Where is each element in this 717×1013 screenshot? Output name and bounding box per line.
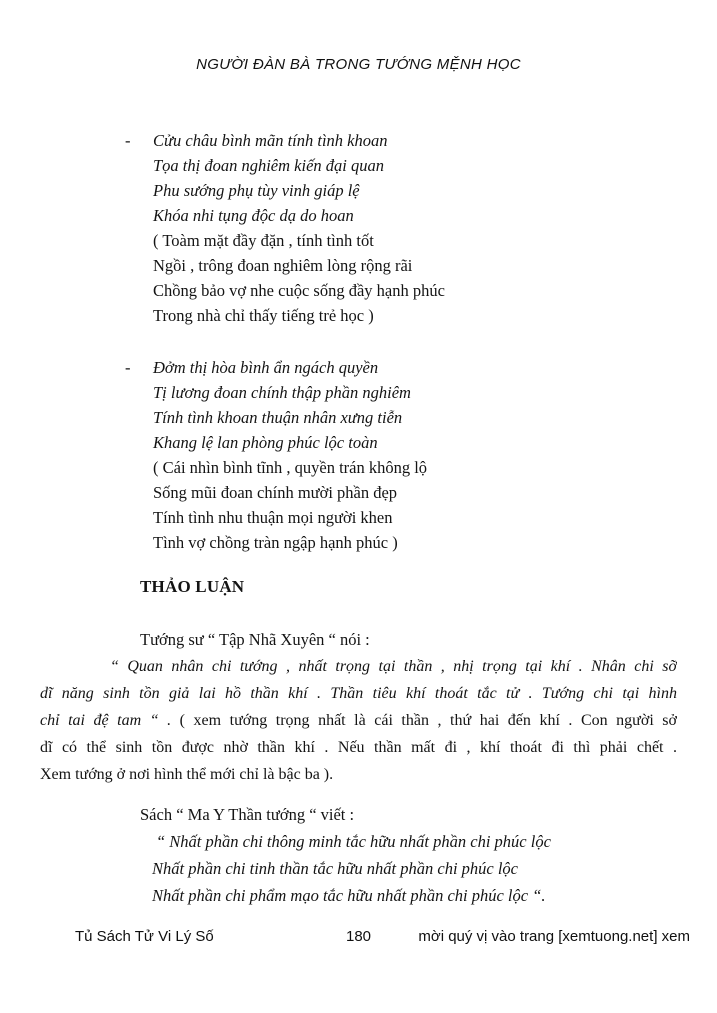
stanza-bullet: - (125, 131, 131, 150)
verse-line: Tị lương đoan chính thập phần nghiêm (153, 383, 411, 402)
translation-line: Sống mũi đoan chính mười phần đẹp (153, 483, 398, 502)
ma-y-quote-block (152, 828, 677, 909)
stanza-verse-column (153, 355, 677, 555)
page-footer (0, 928, 717, 946)
discussion-heading: THẢO LUẬN (140, 577, 245, 596)
translation-line: Tình vợ chồng tràn ngập hạnh phúc ) (153, 533, 398, 552)
poem-stanza-1 (125, 128, 677, 328)
quoted-text: dĩ năng sinh tồn giả lai hồ thần khí . Thần tiêu khí thoát tắc tử . Tướng chi tại hình (40, 685, 677, 702)
ma-y-intro: Sách “ Ma Y Thần tướng “ viết : (140, 805, 355, 824)
verse-line: Cửu châu bình mãn tính tình khoan (153, 131, 388, 150)
page-title: NGƯỜI ĐÀN BÀ TRONG TƯỚNG MỆNH HỌC (196, 56, 521, 73)
translation-line: ( Cái nhìn bình tĩnh , quyền trán không lộ (153, 458, 428, 477)
translation-line: Trong nhà chỉ thấy tiếng trẻ học ) (153, 306, 374, 325)
translation-line: ( Toàm mặt đầy đặn , tính tình tốt (153, 231, 374, 250)
paragraph-line (40, 653, 677, 680)
discussion-paragraph (40, 653, 677, 788)
quote-line: Nhất phần chi phẩm mạo tắc hữu nhất phần chi phúc lộc “. (152, 886, 546, 905)
quoted-text: chỉ tai đệ tam “ . (40, 712, 172, 729)
translation-text: Xem tướng ở nơi hình thể mới chỉ là bậc ba ). (40, 766, 334, 783)
verse-line: Khóa nhi tụng độc dạ do hoan (153, 206, 354, 225)
quote-line: “ Nhất phần chi thông minh tắc hữu nhất phần chi phúc lộc (156, 832, 551, 851)
paragraph-line (40, 680, 677, 707)
paragraph-line (40, 707, 677, 734)
verse-line: Tính tình khoan thuận nhân xưng tiễn (153, 408, 403, 427)
translation-line: Chồng bảo vợ nhe cuộc sống đầy hạnh phúc (153, 281, 445, 300)
poem-stanza-2 (125, 355, 677, 555)
verse-line: Khang lệ lan phòng phúc lộc toàn (153, 433, 378, 452)
translation-text: dĩ có thể sinh tồn được nhờ thần khí . Nếu thần mất đi , khí thoát đi thì phải chết . (40, 739, 677, 756)
translation-line: Tính tình nhu thuận mọi người khen (153, 508, 393, 527)
footer-site-note: mời quý vị vào trang [xemtuong.net] xem (418, 928, 690, 945)
translation-line: Ngồi , trông đoan nghiêm lòng rộng rãi (153, 256, 413, 275)
discussion-intro: Tướng sư “ Tập Nhã Xuyên “ nói : (140, 630, 370, 649)
translation-text: ( xem tướng trọng nhất là cái thần , thứ hai đến khí . Con người sở (171, 712, 677, 729)
stanza-verse-column (153, 128, 677, 328)
quoted-text: “ Quan nhân chi tướng , nhất trọng tại thần , nhị trọng tại khí . Nhân chi sỡ (110, 658, 677, 675)
paragraph-line (40, 761, 677, 788)
paragraph-line (40, 734, 677, 761)
verse-line: Đởm thị hòa bình ẩn ngách quyền (153, 358, 379, 377)
stanza-bullet: - (125, 358, 131, 377)
verse-line: Phu sướng phụ tùy vinh giáp lệ (153, 181, 360, 200)
quote-line: Nhất phần chi tinh thần tắc hữu nhất phần chi phúc lộc (152, 859, 519, 878)
verse-line: Tọa thị đoan nghiêm kiến đại quan (153, 156, 384, 175)
footer-series-name: Tủ Sách Tử Vi Lý Số (75, 928, 214, 945)
page-number: 180 (345, 928, 372, 945)
